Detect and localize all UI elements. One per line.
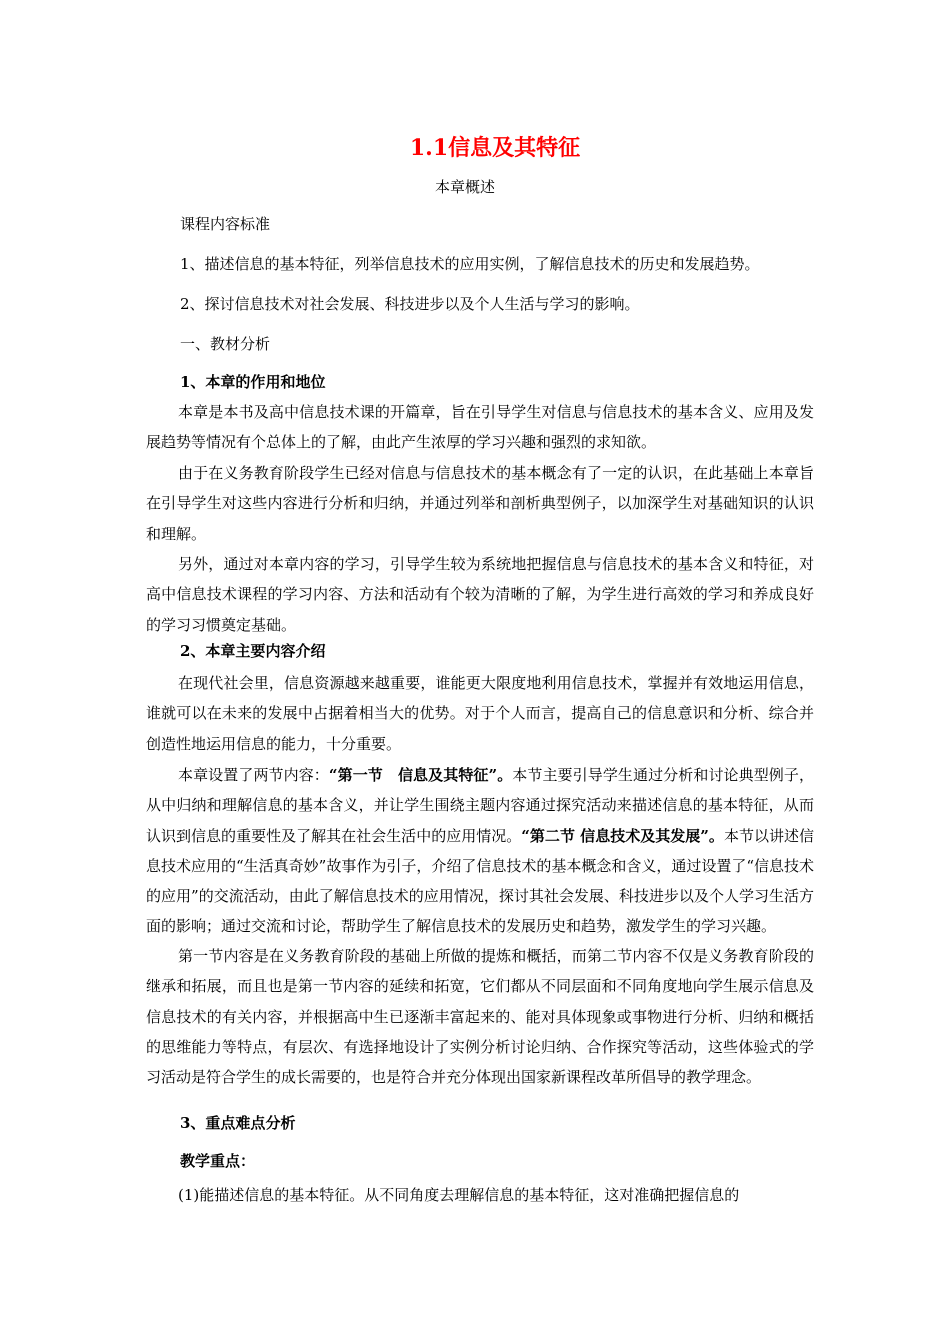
subheading-role-and-position: 1、本章的作用和地位 bbox=[180, 373, 326, 391]
paragraph-information-importance: 在现代社会里，信息资源越来越重要，谁能更大限度地利用信息技术，掌握并有效地运用信息，谁就可以在未来的发展中占据着相当大的优势。对于个人而言，提高自己的信息意识和分析、综合并创造性地运用信息的能力，十分重要。 bbox=[146, 674, 814, 753]
subheading-main-content: 2、本章主要内容介绍 bbox=[180, 642, 326, 660]
paragraph-section-relationship: 第一节内容是在义务教育阶段的基础上所做的提炼和概括，而第二节内容不仅是义务教育阶段的继承和拓展，而且也是第一节内容的延续和拓宽，它们都从不同层面和不同角度地向学生展示信息及信息技术的有关内容，并根据高中生已逐渐丰富起来的、能对具体现象或事物进行分析、归纳和概括的思维能力等特点，有层次、有选择地设计了实例分析讨论归纳、合作探究等活动，这些体验式的学习活动是符合学生的成长需要的，也是符合并充分体现出国家新课程改革所倡导的教学理念。 bbox=[146, 947, 814, 1087]
section-one-title: “第一节 信息及其特征”。 bbox=[328, 766, 513, 784]
subheading-key-difficulties: 3、重点难点分析 bbox=[180, 1114, 296, 1132]
two-sections-intro: 本章设置了两节内容： bbox=[178, 766, 329, 784]
section-heading-textbook-analysis: 一、教材分析 bbox=[180, 335, 271, 353]
standard-item-1: 1、描述信息的基本特征，列举信息技术的应用实例，了解信息技术的历史和发展趋势。 bbox=[180, 255, 760, 273]
paragraph-learning-goals: 另外，通过对本章内容的学习，引导学生较为系统地把握信息与信息技术的基本含义和特征，对高中信息技术课程的学习内容、方法和活动有个较为清晰的了解，为学生进行高效的学习和养成良好的学习习惯奠定基础。 bbox=[146, 555, 814, 634]
paragraph-two-sections bbox=[146, 760, 814, 942]
chapter-overview-subtitle: 本章概述 bbox=[434, 178, 495, 196]
paragraph-prior-knowledge: 由于在义务教育阶段学生已经对信息与信息技术的基本概念有了一定的认识，在此基础上本章旨在引导学生对这些内容进行分析和归纳，并通过列举和剖析典型例子，以加深学生对基础知识的认识和理解。 bbox=[146, 464, 814, 543]
paragraph-chapter-purpose: 本章是本书及高中信息技术课的开篇章，旨在引导学生对信息与信息技术的基本含义、应用及发展趋势等情况有个总体上的了解，由此产生浓厚的学习兴趣和强烈的求知欲。 bbox=[146, 403, 814, 452]
standard-item-2: 2、探讨信息技术对社会发展、科技进步以及个人生活与学习的影响。 bbox=[180, 295, 640, 313]
section-one-description: 本节主要引导学生通过分析和讨论典型例子，从中归纳和理解信息的基本含义，并让学生围绕主题内容通过探究活动来描述信息的基本特征，从而认识到信息的重要性及了解其在社会生活中的应用情况。 bbox=[146, 766, 814, 845]
section-two-description: 本节以讲述信息技术应用的“生活真奇妙”故事作为引子，介绍了信息技术的基本概念和含义，通过设置了“信息技术的应用”的交流活动，由此了解信息技术的应用情况，探讨其社会发展、科技进步以及个人学习生活方面的影响；通过交流和讨论，帮助学生了解信息技术的发展历史和趋势，激发学生的学习兴趣。 bbox=[146, 826, 815, 936]
standard-heading: 课程内容标准 bbox=[180, 215, 271, 233]
section-two-title: “第二节 信息技术及其发展”。 bbox=[521, 826, 724, 845]
paragraph-focus-item-1: (1)能描述信息的基本特征。从不同角度去理解信息的基本特征，这对准确把握信息的 bbox=[178, 1186, 740, 1204]
teaching-focus-heading: 教学重点： bbox=[180, 1152, 256, 1170]
document-title: 1.1信息及其特征 bbox=[409, 135, 581, 161]
